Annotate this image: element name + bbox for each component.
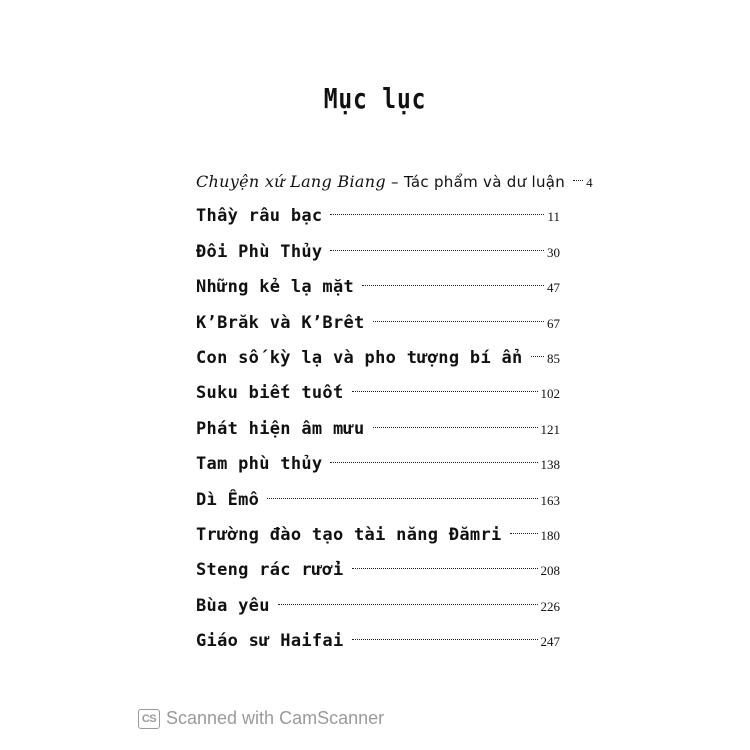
toc-entry-title: Thầy râu bạc	[196, 206, 323, 227]
toc-entry-title: Tam phù thủy	[196, 454, 323, 475]
toc-entry	[196, 447, 560, 482]
dot-leader	[373, 321, 544, 322]
dot-leader	[330, 462, 537, 463]
toc-entry-title: Dì Êmô	[196, 489, 260, 510]
dot-leader	[510, 533, 538, 534]
dot-leader	[573, 180, 583, 181]
toc-entry	[196, 164, 593, 199]
dot-leader	[352, 639, 538, 640]
toc-entry	[196, 199, 560, 234]
dot-leader	[352, 391, 538, 392]
toc-entry	[196, 518, 560, 553]
dot-leader	[352, 568, 538, 569]
toc-entry-page: 226	[540, 598, 560, 614]
toc-entry-page: 247	[540, 634, 560, 650]
toc-entry	[196, 412, 560, 447]
toc-entry	[196, 589, 560, 624]
camscanner-watermark	[138, 708, 384, 729]
toc-entry-title: Bùa yêu	[196, 595, 270, 616]
camscanner-logo-icon: CS	[138, 709, 160, 729]
toc-entry-title: Suku biết tuốt	[196, 383, 344, 404]
toc-entry-page: 67	[547, 315, 560, 331]
toc-entry-page: 138	[540, 457, 560, 473]
toc-entry	[196, 483, 560, 518]
toc-entry-title: Đôi Phù Thủy	[196, 241, 323, 262]
watermark-text: Scanned with CamScanner	[166, 708, 385, 728]
toc-entry	[196, 553, 560, 588]
toc-entry-page: 30	[547, 244, 560, 260]
toc-entry-page: 208	[540, 563, 560, 579]
toc-entry-page: 102	[540, 386, 560, 402]
toc-entry-page: 11	[547, 209, 560, 225]
toc-entry-title: Con số kỳ lạ và pho tượng bí ẩn	[196, 347, 523, 368]
toc-entry-title: K’Brăk và K’Brêt	[196, 312, 365, 333]
dot-leader	[531, 356, 544, 357]
toc-entry	[196, 235, 560, 270]
toc-entry	[196, 376, 560, 411]
toc-entry	[196, 341, 560, 376]
page-title: Mục lục	[323, 82, 427, 115]
dot-leader	[278, 604, 538, 605]
toc-entry-title: Trường đào tạo tài năng Đămri	[196, 524, 502, 545]
toc-entry	[196, 306, 560, 341]
toc-entry	[196, 270, 560, 305]
toc-entry-title: Steng rác rưởi	[196, 560, 344, 581]
dot-leader	[330, 214, 544, 215]
dot-leader	[267, 498, 537, 499]
toc-entry-subtitle: – Tác phẩm và dư luận	[385, 173, 566, 191]
toc-entry-page: 47	[547, 280, 560, 296]
toc-entry-page: 163	[540, 492, 560, 508]
toc-entry-title: Chuyện xứ Lang Biang – Tác phẩm và dư luận	[196, 172, 566, 191]
toc-entry-title: Giáo sư Haifai	[196, 631, 344, 652]
toc-entry-page: 180	[540, 527, 560, 543]
toc-entry-page: 4	[586, 175, 593, 190]
table-of-contents	[196, 164, 593, 659]
toc-entry	[196, 624, 560, 659]
toc-entry-title: Phát hiện âm mưu	[196, 418, 365, 439]
dot-leader	[373, 427, 538, 428]
toc-entry-title: Những kẻ lạ mặt	[196, 277, 355, 298]
dot-leader	[362, 285, 544, 286]
dot-leader	[330, 250, 544, 251]
toc-entry-page: 121	[540, 421, 560, 437]
toc-entry-page: 85	[547, 350, 560, 366]
